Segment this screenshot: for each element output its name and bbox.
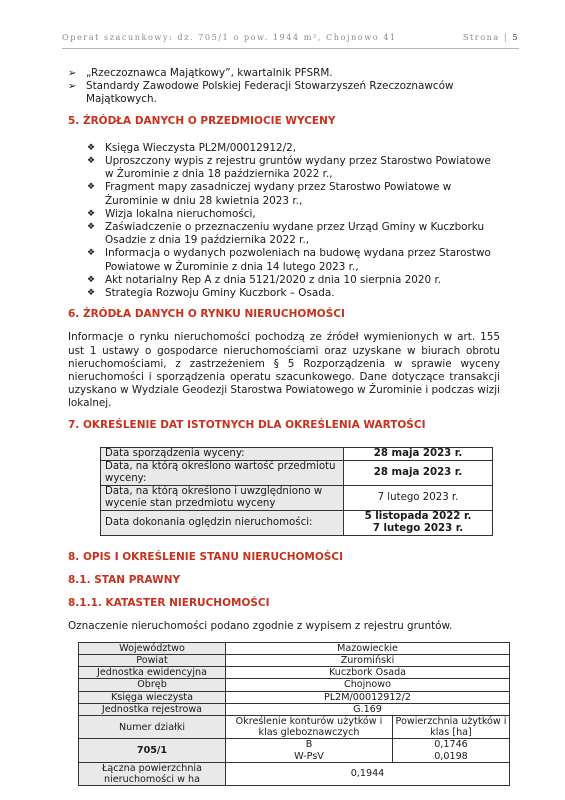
table-cell-value: PL2M/00012912/2 [226, 691, 510, 703]
section-5-heading: 5. ŹRÓDŁA DANYCH O PRZEDMIOCIE WYCENY [68, 114, 336, 127]
area-header: Powierzchnia użytków i klas [ha] [393, 715, 510, 738]
area-value: 0,1746 [434, 739, 468, 751]
area-cell [393, 739, 510, 762]
date-line: 5 listopada 2022 r. [364, 510, 472, 522]
table-cell-label: Łączna powierzchnia nieruchomości w ha [79, 762, 226, 785]
document-body [68, 67, 507, 786]
table-cell-label: Księga wieczysta [79, 691, 226, 703]
section-7-heading: 7. OKREŚLENIE DAT ISTOTNYCH DLA OKREŚLENIA WARTOŚCI [68, 418, 426, 431]
table-cell-label: Data, na którą określono i uwzględniono w wycenie stan przedmiotu wyceny [101, 485, 344, 510]
kataster-intro: Oznaczenie nieruchomości podano zgodnie z wypisem z rejestru gruntów. [68, 620, 453, 633]
table-row [79, 703, 510, 715]
table-cell-label: Data dokonania oględzin nieruchomości: [101, 510, 344, 535]
page-header [62, 32, 519, 49]
table-cell-value [344, 510, 493, 535]
list-item: ❖ Uproszczony wypis z rejestru gruntów wydany przez Starostwo Powiatowe w Żurominie z dnia 18 października 2022 r., [68, 155, 500, 181]
table-row [101, 485, 493, 510]
table-row [79, 762, 510, 785]
total-area-value: 0,1944 [226, 762, 510, 785]
date-line: 7 lutego 2023 r. [372, 522, 464, 534]
table-cell-label: Data sporządzenia wyceny: [101, 447, 344, 460]
area-value: 0,0198 [434, 750, 468, 762]
sources-list [68, 142, 500, 300]
contour-cell [226, 739, 393, 762]
intro-list [68, 67, 500, 107]
kataster-table [78, 642, 510, 786]
page-label: Strona [462, 32, 500, 42]
contour-value: B [305, 739, 313, 751]
table-cell-label: Numer działki [79, 715, 226, 738]
table-row [79, 642, 510, 654]
table-row [79, 691, 510, 703]
table-row [79, 739, 510, 762]
section-8-heading: 8. OPIS I OKREŚLENIE STANU NIERUCHOMOŚCI [68, 550, 343, 563]
table-cell-value: G.169 [226, 703, 510, 715]
list-item: ❖ Księga Wieczysta PL2M/00012912/2, [68, 142, 500, 155]
page-number: Strona | 5 [462, 32, 519, 42]
table-row [79, 679, 510, 691]
page-num: 5 [512, 32, 519, 42]
table-cell-label: Obręb [79, 679, 226, 691]
table-cell-label: Województwo [79, 642, 226, 654]
section-8-1-1-heading: 8.1.1. KATASTER NIERUCHOMOŚCI [68, 597, 270, 610]
list-item: ❖ Akt notarialny Rep A z dnia 5121/2020 z dnia 10 sierpnia 2020 r. [68, 274, 500, 287]
table-cell-value: Mazowieckie [226, 642, 510, 654]
table-cell-value: Kuczbork Osada [226, 667, 510, 679]
list-item: ❖ Strategia Rozwoju Gminy Kuczbork – Osada. [68, 287, 500, 300]
table-row [79, 654, 510, 666]
table-cell-value: Chojnowo [226, 679, 510, 691]
table-cell-label: Jednostka rejestrowa [79, 703, 226, 715]
table-cell-value: 28 maja 2023 r. [344, 460, 493, 485]
table-row [79, 715, 510, 738]
table-cell-value: 7 lutego 2023 r. [344, 485, 493, 510]
list-item: ➢ Standardy Zawodowe Polskiej Federacji Stowarzyszeń Rzeczoznawców Majątkowych. [68, 80, 500, 106]
section-6-heading: 6. ŹRÓDŁA DANYCH O RYNKU NIERUCHOMOŚCI [68, 308, 345, 321]
list-item: ❖ Fragment mapy zasadniczej wydany przez Starostwo Powiatowe w Żurominie w dniu 28 kwietnia 2023 r., [68, 181, 500, 207]
header-title: Operat szacunkowy: dz. 705/1 o pow. 1944 m², Chojnowo 41 [62, 32, 397, 42]
parcel-number: 705/1 [79, 739, 226, 762]
list-item: ➢ „Rzeczoznawca Majątkowy”, kwartalnik PFSRM. [68, 67, 500, 80]
table-cell-label: Powiat [79, 654, 226, 666]
table-cell-value: Żuromiński [226, 654, 510, 666]
table-cell-label: Jednostka ewidencyjna [79, 667, 226, 679]
list-item: ❖ Zaświadczenie o przeznaczeniu wydane przez Urząd Gminy w Kuczborku Osadzie z dnia 19 października 2022 r., [68, 221, 500, 247]
table-row [79, 667, 510, 679]
contour-header: Określenie konturów użytków i klas gleboznawczych [226, 715, 393, 738]
table-row [101, 460, 493, 485]
list-item: ❖ Informacja o wydanych pozwoleniach na budowę wydana przez Starostwo Powiatowe w Żurominie z dnia 14 lutego 2023 r., [68, 247, 500, 273]
table-cell-value: 28 maja 2023 r. [344, 447, 493, 460]
dates-table [100, 447, 493, 536]
section-8-1-heading: 8.1. STAN PRAWNY [68, 574, 181, 587]
market-sources-paragraph: Informacje o rynku nieruchomości pochodzą ze źródeł wymienionych w art. 155 ust 1 ustawy o gospodarce nieruchomościami oraz uzyskane w biurach obrotu nieruchomościami, z zastrzeżeniem § 5 Rozporządzenia w sprawie wyceny nieruchomości i sporządzenia operatu szacunkowego. Dane dotyczące transakcji uzyskano w Wydziale Geodezji Starostwa Powiatowego w Żurominie i podczas wizji lokalnej. [68, 331, 500, 410]
table-cell-label: Data, na którą określono wartość przedmiotu wyceny: [101, 460, 344, 485]
list-item: ❖ Wizja lokalna nieruchomości, [68, 208, 500, 221]
table-row [101, 510, 493, 535]
table-row [101, 447, 493, 460]
contour-value: W-PsV [294, 750, 324, 762]
